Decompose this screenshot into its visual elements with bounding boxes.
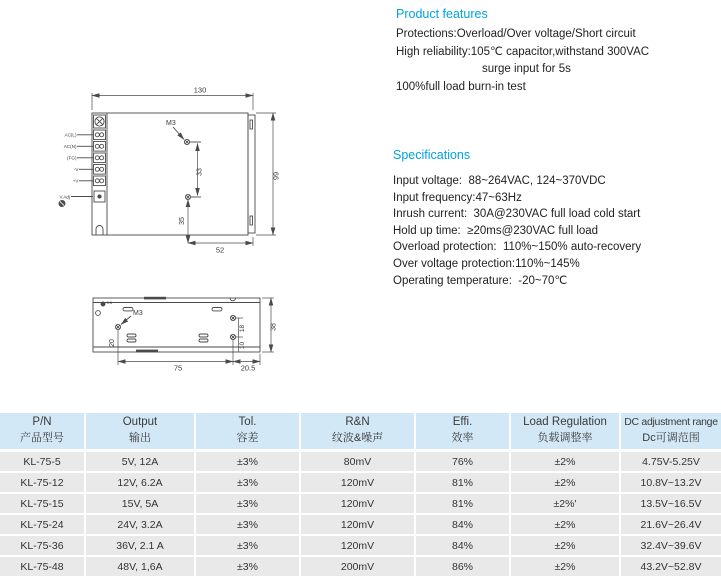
terminal-label-fg: (FG)	[67, 155, 77, 161]
table-cell: 120mV	[300, 514, 415, 535]
dim-hole-right-label: 52	[215, 245, 225, 255]
bottom-hole-type-label: M3	[133, 310, 143, 317]
table-cell: 12V, 6.2A	[85, 472, 195, 493]
table-cell: 84%	[415, 535, 510, 556]
product-features-title: Product features	[396, 7, 488, 21]
front-view-outline	[92, 113, 255, 235]
dim-hole-spacing-label: 33	[196, 168, 204, 176]
dim-hole-bottom-label: 35	[179, 217, 186, 225]
text-line: surge input for 5s	[482, 63, 571, 75]
table-cell: 15V, 5A	[85, 493, 195, 514]
text-line: Input voltage: 88~264VAC, 124~370VDC	[393, 175, 606, 187]
table-cell: KL-75-36	[0, 535, 85, 556]
column-header: Load Regulation 负载调整率	[510, 413, 620, 451]
dim-hole-bottom-label: 10	[239, 341, 246, 350]
table-cell: 81%	[415, 493, 510, 514]
table-cell: ±3%	[195, 472, 300, 493]
table-cell: 5V, 12A	[85, 451, 195, 473]
table-cell: ±3%	[195, 514, 300, 535]
table-cell: ±3%	[195, 535, 300, 556]
product-features-section	[396, 7, 649, 96]
terminal-label-ac-l: AC(L)	[64, 132, 77, 138]
voltage-adjust-label: V.Adj	[59, 194, 70, 200]
table-cell: 13.5V~16.5V	[620, 493, 721, 514]
text-line: Hold up time: ≥20ms@230VAC full load	[393, 224, 599, 237]
table-cell: KL-75-48	[0, 556, 85, 577]
table-cell: ±2%	[510, 535, 620, 556]
table-row	[0, 514, 721, 535]
column-header: DC adjustment range Dc可调范围	[620, 413, 721, 451]
bottom-dim-lines	[118, 298, 274, 365]
table-cell: KL-75-15	[0, 493, 85, 514]
text-line: High reliability:105℃ capacitor,withstand 300VAC	[396, 45, 650, 58]
front-hole-type-label: M3	[166, 120, 176, 127]
table-cell: KL-75-5	[0, 451, 85, 473]
terminal-label-minus-v: -V	[73, 167, 79, 172]
table-cell: 21.6V~26.4V	[620, 514, 721, 535]
table-row	[0, 556, 721, 577]
terminal-label-ac-n: AC(N)	[63, 144, 77, 149]
table-cell: ±2%	[510, 451, 620, 473]
dim-hole-top-label: 18	[239, 324, 246, 333]
bottom-view	[93, 297, 274, 365]
dimension-drawings	[40, 80, 340, 400]
text-line: 100%full load burn-in test	[396, 80, 526, 93]
table-cell: KL-75-24	[0, 514, 85, 535]
column-header: Tol. 容差	[195, 413, 300, 451]
table-cell: ±3%	[195, 556, 300, 577]
text-line: Inrush current: 30A@230VAC full load cold start	[393, 208, 641, 221]
front-view-labels	[59, 86, 280, 255]
corner-hole-label: 3.5	[106, 300, 113, 305]
table-row	[0, 535, 721, 556]
table-cell: 84%	[415, 514, 510, 535]
terminal-label-plus-v: +V	[72, 178, 79, 184]
table-cell: 86%	[415, 556, 510, 577]
text-line: Operating temperature: -20~70℃	[393, 274, 568, 287]
product-features-lines	[396, 26, 649, 96]
dim-depth-label: 38	[270, 323, 278, 331]
table-cell: KL-75-12	[0, 472, 85, 493]
dim-side-label: 20	[109, 339, 116, 347]
table-cell: ±2%	[510, 472, 620, 493]
table-header-row	[0, 413, 721, 451]
front-view	[59, 93, 276, 246]
bottom-mounting-holes	[115, 315, 235, 339]
text-line: Input frequency:47~63Hz	[393, 191, 522, 204]
table-cell: ±3%	[195, 451, 300, 473]
table-body	[0, 451, 721, 578]
table-cell: 32.4V~39.6V	[620, 535, 721, 556]
table-cell: 200mV	[300, 556, 415, 577]
column-header: R&N 纹波&噪声	[300, 413, 415, 451]
table-cell: 24V, 3.2A	[85, 514, 195, 535]
table-cell: 48V, 1,6A	[85, 556, 195, 577]
table-cell: 80mV	[300, 451, 415, 473]
table-cell: 4.75V-5.25V	[620, 451, 721, 473]
table-cell: 81%	[415, 472, 510, 493]
table-cell: 36V, 2.1 A	[85, 535, 195, 556]
dim-length-label: 75	[173, 363, 183, 373]
text-line: Protections:Overload/Over voltage/Short circuit	[396, 28, 636, 40]
table-cell: 120mV	[300, 493, 415, 514]
front-mounting-holes	[173, 127, 201, 200]
table-cell: ±2%'	[510, 493, 620, 514]
table-cell: 10.8V~13.2V	[620, 472, 721, 493]
text-line: Overload protection: 110%~150% auto-recovery	[393, 241, 642, 254]
column-header: P/N 产品型号	[0, 413, 85, 451]
dim-width-label: 130	[193, 85, 207, 95]
specifications-lines	[393, 173, 641, 289]
table-row	[0, 472, 721, 493]
table-cell: ±2%	[510, 514, 620, 535]
specifications-title: Specifications	[393, 148, 471, 162]
table-cell: 76%	[415, 451, 510, 473]
table-row	[0, 451, 721, 473]
table-cell: 120mV	[300, 472, 415, 493]
specifications-section	[393, 148, 641, 289]
column-header: Output 输出	[85, 413, 195, 451]
dim-height-label: 99	[271, 171, 281, 181]
text-line: Over voltage protection:110%~145%	[393, 257, 580, 270]
table-cell: ±3%	[195, 493, 300, 514]
dim-corner-label: 20.5	[240, 363, 256, 373]
table-cell: 43.2V~52.8V	[620, 556, 721, 577]
spec-table	[0, 413, 721, 578]
column-header: Effi. 效率	[415, 413, 510, 451]
table-row	[0, 493, 721, 514]
table-cell: ±2%	[510, 556, 620, 577]
table-cell: 120mV	[300, 535, 415, 556]
